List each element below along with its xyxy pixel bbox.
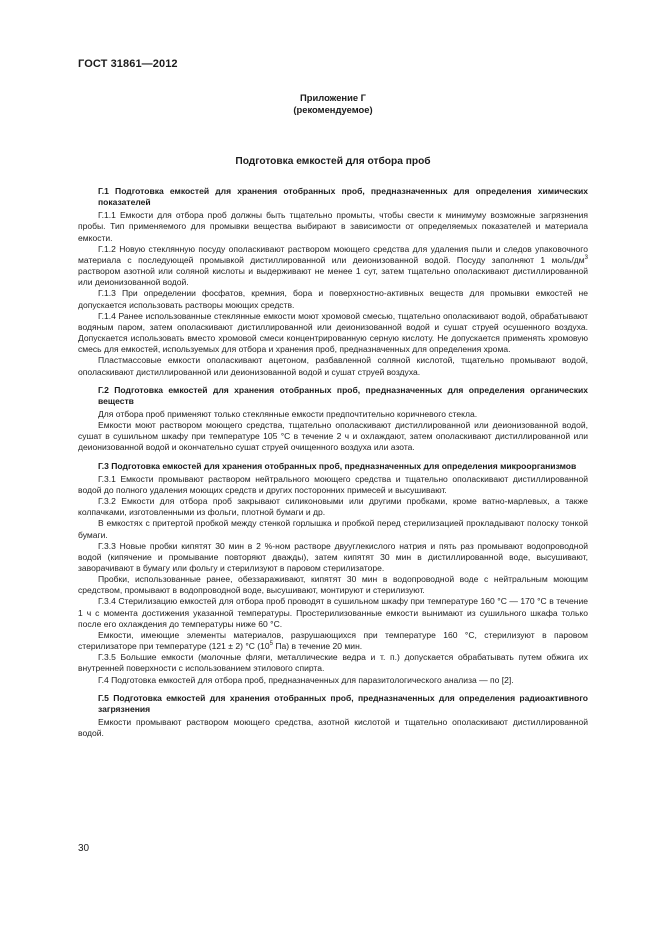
paragraph: Емкости моют раствором моющего средства, тщательно ополаскивают дистиллированной или деионизованной водой, сушат в сушильном шкафу при температуре 105 °С в течение 2 ч и охлаждают, затем ополаскивают дистиллированной или деионизованной водой и окончательно сушат струей очищенного воздуха или азота. [78, 420, 588, 453]
paragraph: Г.3.2 Емкости для отбора проб закрывают силиконовыми или другими пробками, кроме ватно-марлевых, а также колпачками, изготовленными из фольги, плотной бумаги и др. [78, 496, 588, 518]
appendix-title: Приложение Г [300, 92, 366, 103]
paragraph: Г.1.4 Ранее использованные стеклянные емкости моют хромовой смесью, тщательно ополаскивают водой, обрабатывают водяным паром, затем ополаскивают дистиллированной или деионизованной водой и сушат струей осушенного воздуха. Допускается использовать вместо хромовой смеси концентрированную серную кислоту. Не допускается применять хромовую смесь для емкостей, используемых для отбора и хранения проб, предназначенных для определения хрома. [78, 310, 588, 355]
page-number: 30 [78, 843, 90, 854]
paragraph: Г.4 Подготовка емкостей для отбора проб, предназначенных для паразитологического анализа — по [2]. [98, 674, 514, 685]
section-g3-heading: Г.3 Подготовка емкостей для хранения отобранных проб, предназначенных для определения микроорганизмов [98, 460, 577, 471]
paragraph: Пластмассовые емкости ополаскивают ацетоном, разбавленной соляной кислотой, тщательно промывают водой, ополаскивают дистиллированной или деионизованной водой и сушат струей воздуха. [78, 355, 588, 377]
paragraph: Г.3.5 Большие емкости (молочные фляги, металлические ведра и т. п.) допускается обрабатывать путем обжига их внутренней поверхности с использованием этилового спирта. [78, 652, 588, 674]
paragraph: Емкости, имеющие элементы материалов, разрушающихся при температуре 160 °С, стерилизуют в паровом стерилизаторе при температуре (121 ± 2) °С ($10^5$ Па) в течение 20 мин. [78, 629, 588, 652]
appendix-kind: (рекомендуемое) [293, 104, 373, 115]
paragraph: В емкостях с притертой пробкой между стенкой горлышка и пробкой перед стерилизацией прокладывают полоску тонкой бумаги. [78, 518, 588, 540]
section-g2-heading: Г.2 Подготовка емкостей для хранения отобранных проб, предназначенных для определения органических веществ [98, 384, 588, 406]
paragraph: Для отбора проб применяют только стеклянные емкости предпочтительно коричневого стекла. [98, 408, 478, 419]
paragraph: Емкости промывают раствором моющего средства, азотной кислотой и тщательно ополаскивают дистиллированной водой. [78, 717, 588, 739]
document-body [78, 186, 588, 739]
section-title: Подготовка емкостей для отбора проб [235, 156, 431, 167]
document-code-header: ГОСТ 31861—2012 [78, 58, 178, 70]
paragraph: Г.3.1 Емкости промывают раствором нейтрального моющего средства и тщательно ополаскивают дистиллированной водой до полного удаления моющих средств и других посторонних примесей и высушивают. [78, 473, 588, 495]
paragraph: Г.1.2 Новую стеклянную посуду ополаскивают раствором моющего средства для удаления пыли и следов упаковочного материала с последующей промывкой дистиллированной или деионизованной водой. Посуду заполняют 1 моль/$дм^3$ раствором азотной или соляной кислоты и выдерживают не менее 1 сут, затем тщательно ополаскивают дистиллированной или деионизованной водой. [78, 243, 588, 288]
paragraph: Г.3.4 Стерилизацию емкостей для отбора проб проводят в сушильном шкафу при температуре 160 °С — 170 °С в течение 1 ч с момента достижения указанной температуры. Простерилизованные емкости вынимают из сушильного шкафа только после его охлаждения до температуры ниже 60 °С. [78, 596, 588, 629]
paragraph: Г.3.3 Новые пробки кипятят 30 мин в 2 %-ном растворе двууглекислого натрия и пять раз промывают водопроводной водой (кипячение и промывание повторяют дважды), затем кипятят 30 мин в дистиллированной воде, высушивают, заворачивают в бумагу или фольгу и стерилизуют в паровом стерилизаторе. [78, 540, 588, 573]
section-g1-heading: Г.1 Подготовка емкостей для хранения отобранных проб, предназначенных для определения химических показателей [98, 186, 588, 208]
paragraph: Пробки, использованные ранее, обеззараживают, кипятят 30 мин в водопроводной воде с нейтральным моющим средством, промывают в водопроводной воде, высушивают, монтируют и стерилизуют. [78, 574, 588, 596]
section-g5-heading: Г.5 Подготовка емкостей для хранения отобранных проб, предназначенных для определения радиоактивного загрязнения [98, 692, 588, 714]
paragraph: Г.1.3 При определении фосфатов, кремния, бора и поверхностно-активных веществ для промывки емкостей не допускается использовать растворы моющих средств. [78, 288, 588, 310]
paragraph: Г.1.1 Емкости для отбора проб должны быть тщательно промыты, чтобы свести к минимуму возможные загрязнения пробы. Тип применяемого для промывки вещества выбирают в зависимости от определяемых показателей и материала емкости. [78, 210, 588, 243]
document-page [78, 0, 588, 936]
